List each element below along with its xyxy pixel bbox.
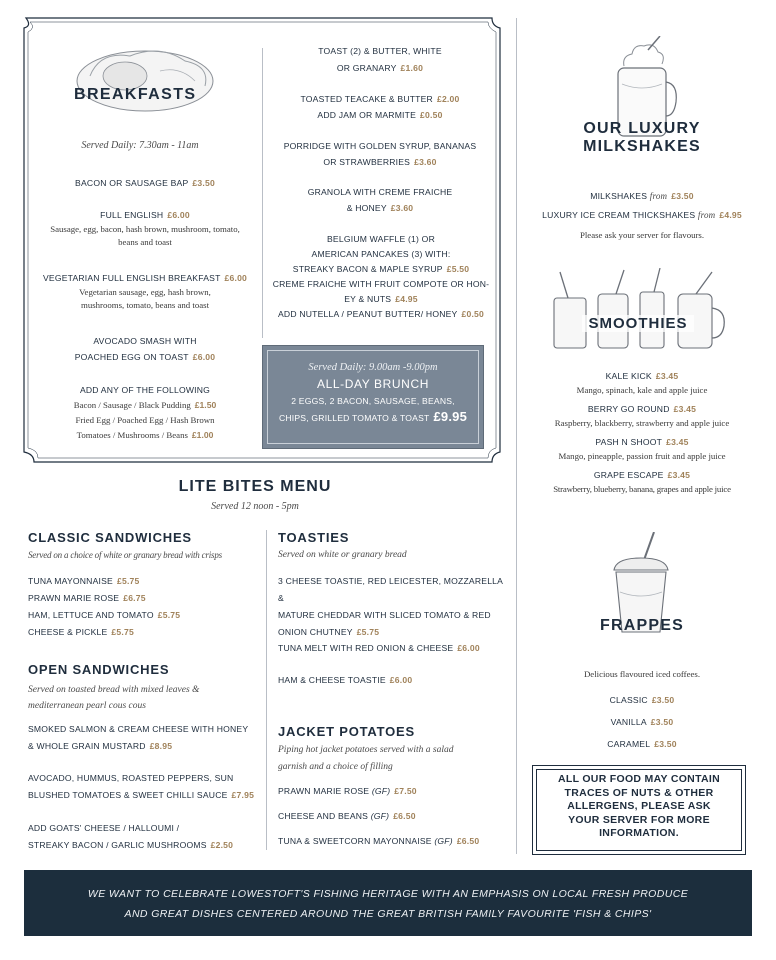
breakfast-left-column: [40, 176, 250, 191]
jacket-potatoes-title: JACKET POTATOES: [278, 724, 415, 739]
classic-sandwiches-subtitle: Served on a choice of white or granary bread with crisps: [28, 550, 222, 560]
lite-bites-served: Served 12 noon - 5pm: [211, 501, 299, 512]
menu-item: HAM, LETTUCE AND TOMATO £5.75: [28, 610, 181, 620]
footer-line: AND GREAT DISHES CENTERED AROUND THE GREAT BRITISH FAMILY FAVOURITE 'FISH & CHIPS': [124, 908, 652, 920]
frappes-title: FRAPPES: [600, 617, 684, 634]
menu-item: KALE KICK £3.45 Mango, spinach, kale and apple juice: [576, 371, 708, 395]
column-divider: [262, 48, 263, 338]
milkshakes-list: [524, 187, 760, 242]
brunch-line: 2 EGGS, 2 BACON, SAUSAGE, BEANS,: [291, 396, 455, 406]
toasties-title: TOASTIES: [278, 530, 350, 545]
breakfasts-title: BREAKFASTS: [74, 86, 197, 103]
menu-item: VANILLA £3.50: [610, 717, 674, 727]
menu-item: 3 CHEESE TOASTIE, RED LEICESTER, MOZZARELLA & MATURE CHEDDAR WITH SLICED TOMATO & RED ONION CHUTNEY £5.75: [278, 576, 503, 637]
menu-item: BERRY GO ROUND £3.45 Raspberry, blackberry, strawberry and apple juice: [554, 404, 730, 428]
menu-item: MILKSHAKES from £3.50: [590, 191, 694, 201]
smoothies-list: [524, 369, 760, 496]
milkshakes-note: Please ask your server for flavours.: [579, 230, 705, 240]
menu-item: ADD GOATS' CHEESE / HALLOUMI / STREAKY BACON / GARLIC MUSHROOMS £2.50: [28, 823, 234, 850]
brunch-title: ALL-DAY BRUNCH: [317, 377, 429, 391]
menu-item: CARAMEL £3.50: [607, 739, 677, 749]
classic-sandwiches-title: CLASSIC SANDWICHES: [28, 530, 192, 545]
menu-item: HAM & CHEESE TOASTIE £6.00: [278, 675, 413, 685]
menu-item: TUNA & SWEETCORN MAYONNAISE (GF) £6.50: [278, 836, 480, 846]
waffle-item: BELGIUM WAFFLE (1) OR AMERICAN PANCAKES (3) WITH: STREAKY BACON & MAPLE SYRUP £5.50 CREME FRAICHE WITH FRUIT COMPOTE OR HON- EY & NUTS £4.95 ADD NUTELLA / PEANUT BUTTER/ HONEY £0.50: [272, 234, 490, 319]
menu-item: PRAWN MARIE ROSE £6.75: [28, 593, 146, 603]
menu-item: SMOKED SALMON & CREAM CHEESE WITH HONEY & WHOLE GRAIN MUSTARD £8.95: [28, 724, 249, 751]
breakfasts-served: Served Daily: 7.30am - 11am: [81, 140, 199, 151]
page-divider: [516, 18, 517, 854]
menu-item: CHEESE & PICKLE £5.75: [28, 627, 134, 637]
menu-item: PORRIDGE WITH GOLDEN SYRUP, BANANAS OR STRAWBERRIES £3.60: [283, 141, 477, 167]
menu-item: TUNA MAYONNAISE £5.75: [28, 576, 140, 586]
menu-item: GRANOLA WITH CREME FRAICHE & HONEY £3.60: [307, 187, 453, 213]
open-sandwiches-title: OPEN SANDWICHES: [28, 662, 170, 677]
column-divider: [266, 530, 267, 850]
brunch-served: Served Daily: 9.00am -9.00pm: [308, 362, 438, 373]
menu-item: TUNA MELT WITH RED ONION & CHEESE £6.00: [278, 643, 480, 653]
fried-egg-illustration: [70, 36, 220, 116]
smoothies-title: SMOOTHIES: [582, 315, 694, 332]
toasties-subtitle: Served on white or granary bread: [278, 550, 407, 560]
classic-sandwiches-list: [28, 573, 258, 641]
menu-item: CHEESE AND BEANS (GF) £6.50: [278, 811, 416, 821]
menu-item: TOASTED TEACAKE & BUTTER £2.00 ADD JAM OR MARMITE £0.50: [300, 94, 460, 120]
menu-item: AVOCADO SMASH WITH POACHED EGG ON TOAST £6.00: [74, 336, 216, 362]
menu-item: AVOCADO, HUMMUS, ROASTED PEPPERS, SUN BLUSHED TOMATOES & SWEET CHILLI SAUCE £7.95: [28, 773, 255, 800]
brunch-line: CHIPS, GRILLED TOMATO & TOAST £9.95: [278, 409, 468, 424]
open-sandwiches-subtitle: Served on toasted bread with mixed leaves & mediterranean pearl cous cous: [28, 685, 200, 711]
menu-item: FULL ENGLISH £6.00 Sausage, egg, bacon, hash brown, mushroom, tomato, beans and toast: [50, 210, 240, 247]
allergen-notice: ALL OUR FOOD MAY CONTAIN TRACES OF NUTS & OTHER ALLERGENS, PLEASE ASK YOUR SERVER FOR MORE INFORMATION.: [532, 765, 746, 855]
extras-title: ADD ANY OF THE FOLLOWING: [79, 385, 211, 395]
footer-line: WE WANT TO CELEBRATE LOWESTOFT'S FISHING HERITAGE WITH AN EMPHASIS ON LOCAL FRESH PRODUCE: [87, 888, 689, 900]
footer-banner: [24, 870, 752, 936]
menu-item: TOAST (2) & BUTTER, WHITE OR GRANARY £1.60: [318, 46, 442, 73]
breakfast-extras: ADD ANY OF THE FOLLOWING Bacon / Sausage / Black Pudding £1.50 Fried Egg / Poached Egg / Hash Brown Tomatoes / Mushrooms / Beans £1.00: [40, 383, 250, 443]
menu-item: PASH N SHOOT £3.45 Mango, pineapple, passion fruit and apple juice: [558, 437, 726, 461]
jacket-potatoes-subtitle: Piping hot jacket potatoes served with a salad garnish and a choice of filling: [278, 745, 454, 772]
frappes-subtitle: Delicious flavoured iced coffees.: [583, 669, 701, 679]
menu-item: VEGETARIAN FULL ENGLISH BREAKFAST £6.00 Vegetarian sausage, egg, hash brown, mushrooms, tomato, beans and toast: [42, 273, 248, 310]
menu-item: PRAWN MARIE ROSE (GF) £7.50: [278, 786, 417, 796]
menu-item: GRAPE ESCAPE £3.45 Strawberry, blueberry, banana, grapes and apple juice: [553, 470, 731, 494]
smoothie-glasses-illustration: [548, 268, 734, 352]
menu-item: LUXURY ICE CREAM THICKSHAKES from £4.95: [542, 210, 742, 220]
all-day-brunch-box: [262, 345, 484, 449]
lite-bites-title: LITE BITES MENU: [178, 478, 332, 495]
frappes-list: [524, 689, 760, 755]
menu-item: BACON OR SAUSAGE BAP £3.50: [75, 178, 215, 188]
menu-item: CLASSIC £3.50: [609, 695, 675, 705]
milkshakes-title: OUR LUXURY MILKSHAKES: [583, 120, 701, 155]
